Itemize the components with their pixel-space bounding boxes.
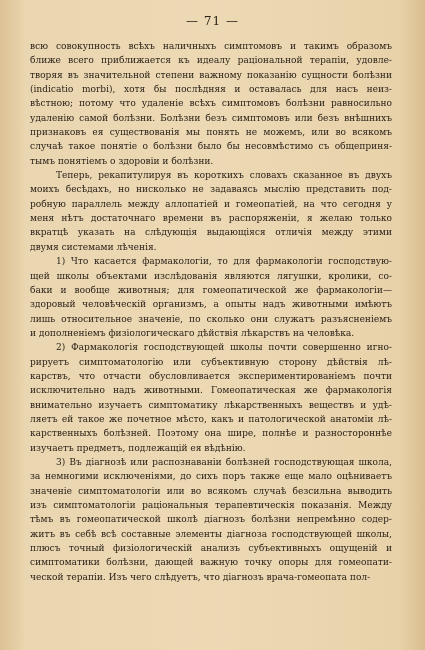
text-line: исключительно надъ животными. Гомеопатическая же фармакологія (30, 386, 392, 397)
text-line: случаѣ такое понятіе о болѣзни было бы несовмѣстимо съ общеприня- (30, 142, 392, 153)
text-line: тымъ понятіемъ о здоровіи и болѣзни. (30, 156, 214, 167)
text-line: плюсъ точный физіологическій анализъ субъективныхъ ощущеній и (30, 544, 392, 555)
paragraph (30, 255, 392, 341)
paragraph (30, 169, 392, 255)
page-number: — 71 — (186, 14, 239, 28)
text-line: признаковъ ея существованія мы понять не можемъ, или во всякомъ (30, 128, 392, 139)
text-line: удаленію самой болѣзни. Болѣзни безъ симптомовъ или безъ внѣшнихъ (30, 113, 392, 124)
text-line: за немногими исключеніями, до сихъ поръ также еще мало оцѣниваетъ (30, 472, 392, 483)
text-line: двумя системами лѣченія. (30, 242, 157, 253)
text-line: 3) Въ діагнозѣ или распознаваніи болѣзней господствующая школа, (56, 457, 392, 468)
text-line: внимательно изучаетъ симптоматику лѣкарственныхъ веществъ и удѣ- (30, 400, 392, 411)
text-line: меня нѣтъ достаточнаго времени въ распоряженіи, я желаю только (30, 214, 392, 225)
text-line: карственныхъ болѣзней. Поэтому она шире, полнѣе и разностороннѣе (30, 429, 392, 440)
text-line: и дополненіемъ физіологическаго дѣйствія лѣкарствъ на человѣка. (30, 328, 355, 339)
text-line: симптоматики болѣзни, дающей важную точку опоры для гомеопати- (30, 558, 392, 569)
text-line: творяя въ значительной степени важному показанію сущности болѣзни (30, 70, 392, 81)
text-line: рируетъ симптоматологію или субъективную сторону дѣйствія лѣ- (30, 357, 392, 368)
paragraph (30, 40, 392, 169)
text-line: баки и вообще животныя; для гомеопатической же фармакологіи— (30, 285, 392, 296)
text-line: ляетъ ей такое же почетное мѣсто, какъ и патологической анатоміи лѣ- (30, 414, 392, 425)
text-line: изучаетъ предметъ, подлежащій ея вѣдѣнію. (30, 443, 246, 454)
text-line: ческой терапіи. Изъ чего слѣдуетъ, что діагнозъ врача-гомеопата пол- (30, 572, 371, 583)
text-line: изъ симптоматологіи раціональныя терапевтическія показанія. Между (30, 501, 392, 511)
text-line: лишь относительное значеніе, по сколько они служатъ разъясненіемъ (30, 314, 392, 325)
text-line: житъ въ себѣ всѣ составные элементы діагноза господствующей школы, (30, 529, 392, 540)
paragraph (30, 341, 392, 456)
text-line: робную параллель между аллопатіей и гомеопатіей, на что сегодня у (30, 199, 392, 210)
text-line: 1) Что касается фармакологіи, то для фармакологіи господствую- (56, 257, 392, 268)
text-line: вкратцѣ указать на слѣдующія выдающіяся отличія между этими (30, 228, 392, 239)
text-line: карствъ, что отчасти обусловливается экспериментированіемъ почти (30, 371, 392, 382)
paragraph (30, 456, 392, 585)
text-line: 2) Фармакологія господствующей школы почти совершенно игно- (56, 343, 392, 354)
text-line: всю совокупность всѣхъ наличныхъ симптомовъ и такимъ образомъ (30, 42, 392, 52)
text-line: вѣстною; потому что удаленіе всѣхъ симптомовъ болѣзни равносильно (30, 99, 392, 110)
text-line: здоровый человѣческій организмъ, а опыты надъ животными имѣютъ (30, 300, 392, 311)
text-line: ближе всего приближается къ идеалу раціональной терапіи, удовле- (30, 56, 392, 67)
text-line: значеніе симптоматологіи или во всякомъ случаѣ безсильна выводить (30, 486, 392, 497)
page-body (30, 40, 392, 585)
text-line: тѣмъ въ гомеопатической школѣ діагнозъ болѣзни непремѣнно содер- (30, 515, 392, 526)
text-line: моихъ бесѣдахъ, но нисколько не задаваясь мыслію представить под- (30, 185, 392, 196)
text-line: (indicatio morbi), хотя бы послѣдняя и оставалась для насъ неиз- (30, 85, 392, 96)
text-line: Теперь, рекапитулируя въ короткихъ словахъ сказанное въ двухъ (56, 171, 392, 182)
text-line: щей школы объектами изслѣдованія являются лягушки, кролики, со- (30, 271, 392, 282)
